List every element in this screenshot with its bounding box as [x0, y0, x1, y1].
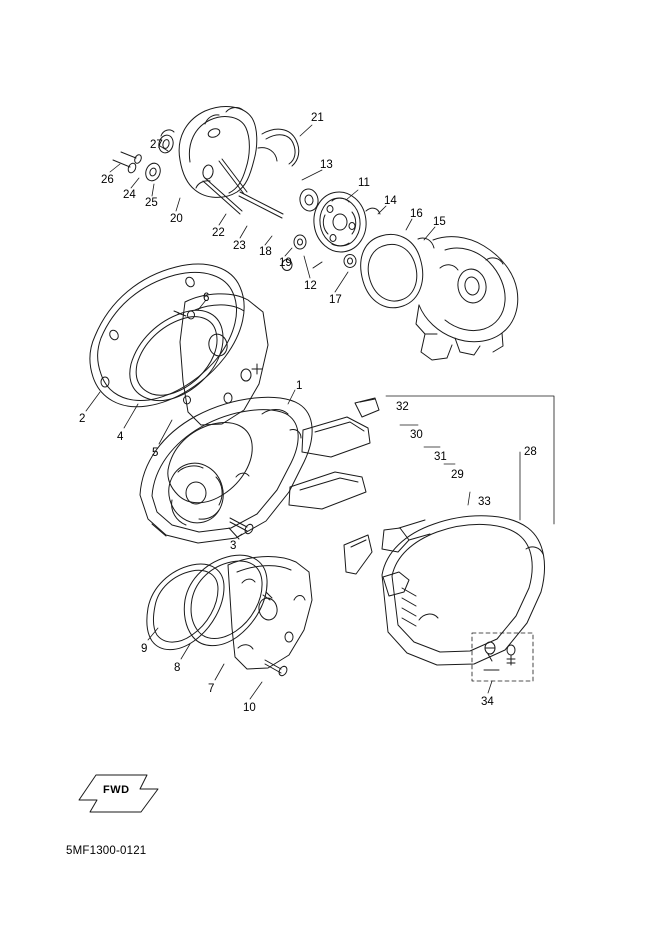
part-washers-small — [282, 188, 356, 271]
part-air-ducts — [289, 398, 379, 574]
callout-6: 6 — [203, 292, 210, 304]
part-fan-cover-ring — [361, 235, 434, 308]
callout-24: 24 — [123, 189, 136, 201]
callout-16: 16 — [410, 208, 423, 220]
callout-12: 12 — [304, 280, 317, 292]
callout-2: 2 — [79, 413, 86, 425]
part-lower-gaskets — [147, 555, 312, 669]
part-breather-hose — [258, 129, 299, 166]
part-34-box — [472, 633, 533, 681]
callout-21: 21 — [311, 112, 324, 124]
callout-25: 25 — [145, 197, 158, 209]
callout-14: 14 — [384, 195, 397, 207]
part-bolts-left — [113, 130, 175, 183]
part-side-cover — [382, 516, 545, 665]
callout-13: 13 — [320, 159, 333, 171]
callout-9: 9 — [141, 643, 148, 655]
callout-10: 10 — [243, 702, 256, 714]
callout-15: 15 — [433, 216, 446, 228]
callout-4: 4 — [117, 431, 124, 443]
part-fan-rotor — [310, 189, 380, 256]
fwd-arrow-label: FWD — [103, 784, 130, 796]
part-crankcase — [416, 237, 518, 360]
callout-26: 26 — [101, 174, 114, 186]
callout-28: 28 — [524, 446, 537, 458]
leader-lines — [386, 396, 554, 524]
callout-27: 27 — [150, 139, 163, 151]
callout-31: 31 — [434, 451, 447, 463]
callout-32: 32 — [396, 401, 409, 413]
callout-11: 11 — [358, 177, 370, 189]
part-34-fasteners — [484, 642, 515, 670]
callout-7: 7 — [208, 683, 215, 695]
callout-22: 22 — [212, 227, 225, 239]
callout-19: 19 — [279, 257, 292, 269]
callout-29: 29 — [451, 469, 464, 481]
part-shaft-rods — [203, 159, 283, 218]
part-crankcase-cover — [140, 397, 312, 543]
callout-8: 8 — [174, 662, 181, 674]
callout-33: 33 — [478, 496, 491, 508]
part-starter-cover — [179, 107, 257, 198]
part-gasket-inner — [130, 310, 223, 400]
callout-17: 17 — [329, 294, 342, 306]
callout-34: 34 — [481, 696, 494, 708]
callout-30: 30 — [410, 429, 423, 441]
part-code-label: 5MF1300-0121 — [66, 845, 147, 857]
callout-1: 1 — [296, 380, 303, 392]
callout-23: 23 — [233, 240, 246, 252]
callout-20: 20 — [170, 213, 183, 225]
callout-3: 3 — [230, 540, 237, 552]
callout-5: 5 — [152, 447, 159, 459]
callout-18: 18 — [259, 246, 272, 258]
